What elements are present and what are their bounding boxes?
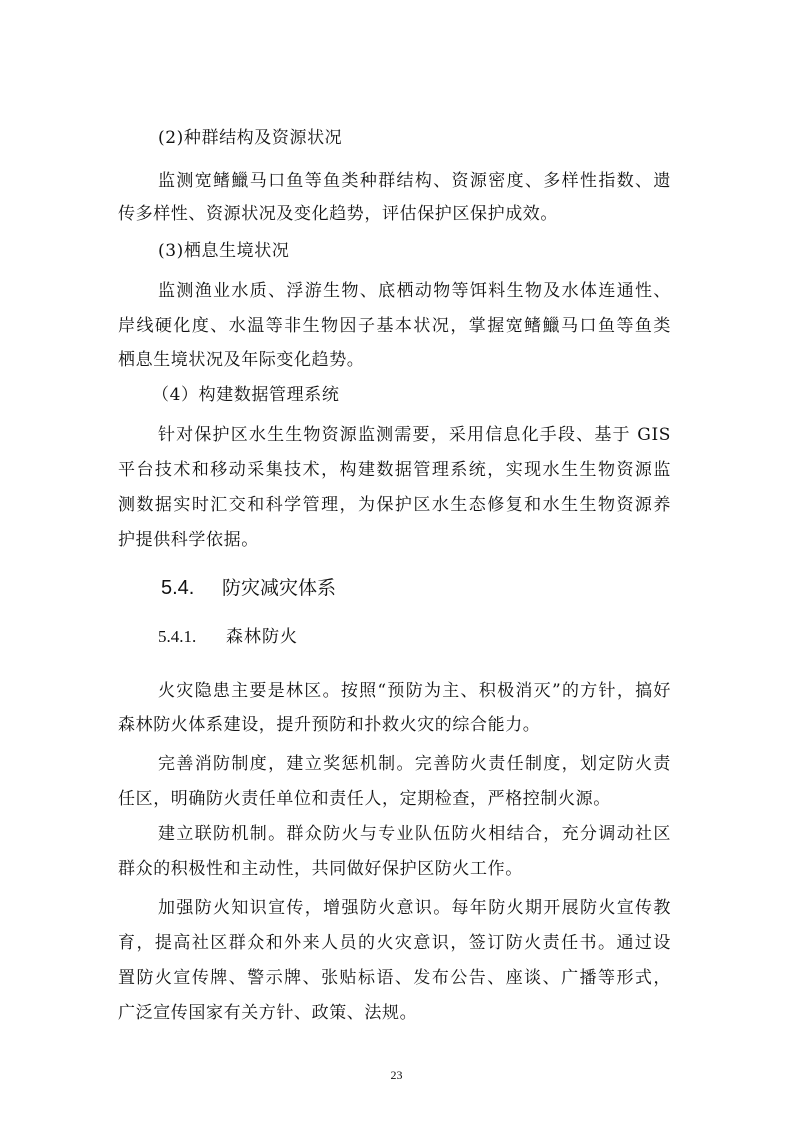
paragraph-line: 传多样性、资源状况及变化趋势，评估保护区保护成效。 bbox=[118, 204, 558, 224]
paragraph-line: 森林防火体系建设，提升预防和扑救火灾的综合能力。 bbox=[118, 715, 541, 735]
paragraph-line: 栖息生境状况及年际变化趋势。 bbox=[118, 350, 365, 370]
subsection-title: 森林防火 bbox=[226, 627, 298, 647]
paragraph-line: 完善消防制度，建立奖惩机制。完善防火责任制度，划定防火责 bbox=[158, 754, 671, 774]
paragraph-line: 任区，明确防火责任单位和责任人，定期检查，严格控制火源。 bbox=[118, 789, 611, 809]
paragraph-line: 火灾隐患主要是林区。按照“预防为主、积极消灭”的方针，搞好 bbox=[158, 681, 671, 701]
paragraph-line: 测数据实时汇交和科学管理，为保护区水生态修复和水生生物资源养 bbox=[118, 495, 671, 515]
section-number: 5.4. bbox=[161, 577, 195, 599]
section-title: 防灾减灾体系 bbox=[222, 577, 337, 599]
paragraph-line: 护提供科学依据。 bbox=[118, 530, 259, 550]
subsection-number: 5.4.1. bbox=[158, 627, 197, 646]
paragraph-line: 建立联防机制。群众防火与专业队伍防火相结合，充分调动社区 bbox=[158, 824, 671, 844]
subheading-habitat: (3)栖息生境状况 bbox=[158, 241, 290, 261]
paragraph-line: 监测渔业水质、浮游生物、底栖动物等饵料生物及水体连通性、 bbox=[158, 281, 671, 301]
paragraph-line: 岸线硬化度、水温等非生物因子基本状况，掌握宽鳍鱲马口鱼等鱼类 bbox=[118, 316, 671, 336]
subheading-population: (2)种群结构及资源状况 bbox=[158, 128, 343, 148]
paragraph-line: 监测宽鳍鱲马口鱼等鱼类种群结构、资源密度、多样性指数、遗 bbox=[158, 171, 671, 191]
paragraph-line: 广泛宣传国家有关方针、政策、法规。 bbox=[118, 1003, 418, 1023]
paragraph-line: 加强防火知识宣传，增强防火意识。每年防火期开展防火宣传教 bbox=[158, 898, 671, 918]
paragraph-line: 育，提高社区群众和外来人员的火灾意识，签订防火责任书。通过设 bbox=[118, 933, 671, 953]
paragraph-line: 针对保护区水生生物资源监测需要，采用信息化手段、基于 GIS bbox=[158, 425, 671, 445]
paragraph-line: 平台技术和移动采集技术，构建数据管理系统，实现水生生物资源监 bbox=[118, 460, 671, 480]
subheading-data-system: （4）构建数据管理系统 bbox=[152, 385, 340, 405]
paragraph-line: 群众的积极性和主动性，共同做好保护区防火工作。 bbox=[118, 859, 523, 879]
page-number: 23 bbox=[390, 1068, 403, 1082]
paragraph-line: 置防火宣传牌、警示牌、张贴标语、发布公告、座谈、广播等形式， bbox=[118, 968, 671, 988]
